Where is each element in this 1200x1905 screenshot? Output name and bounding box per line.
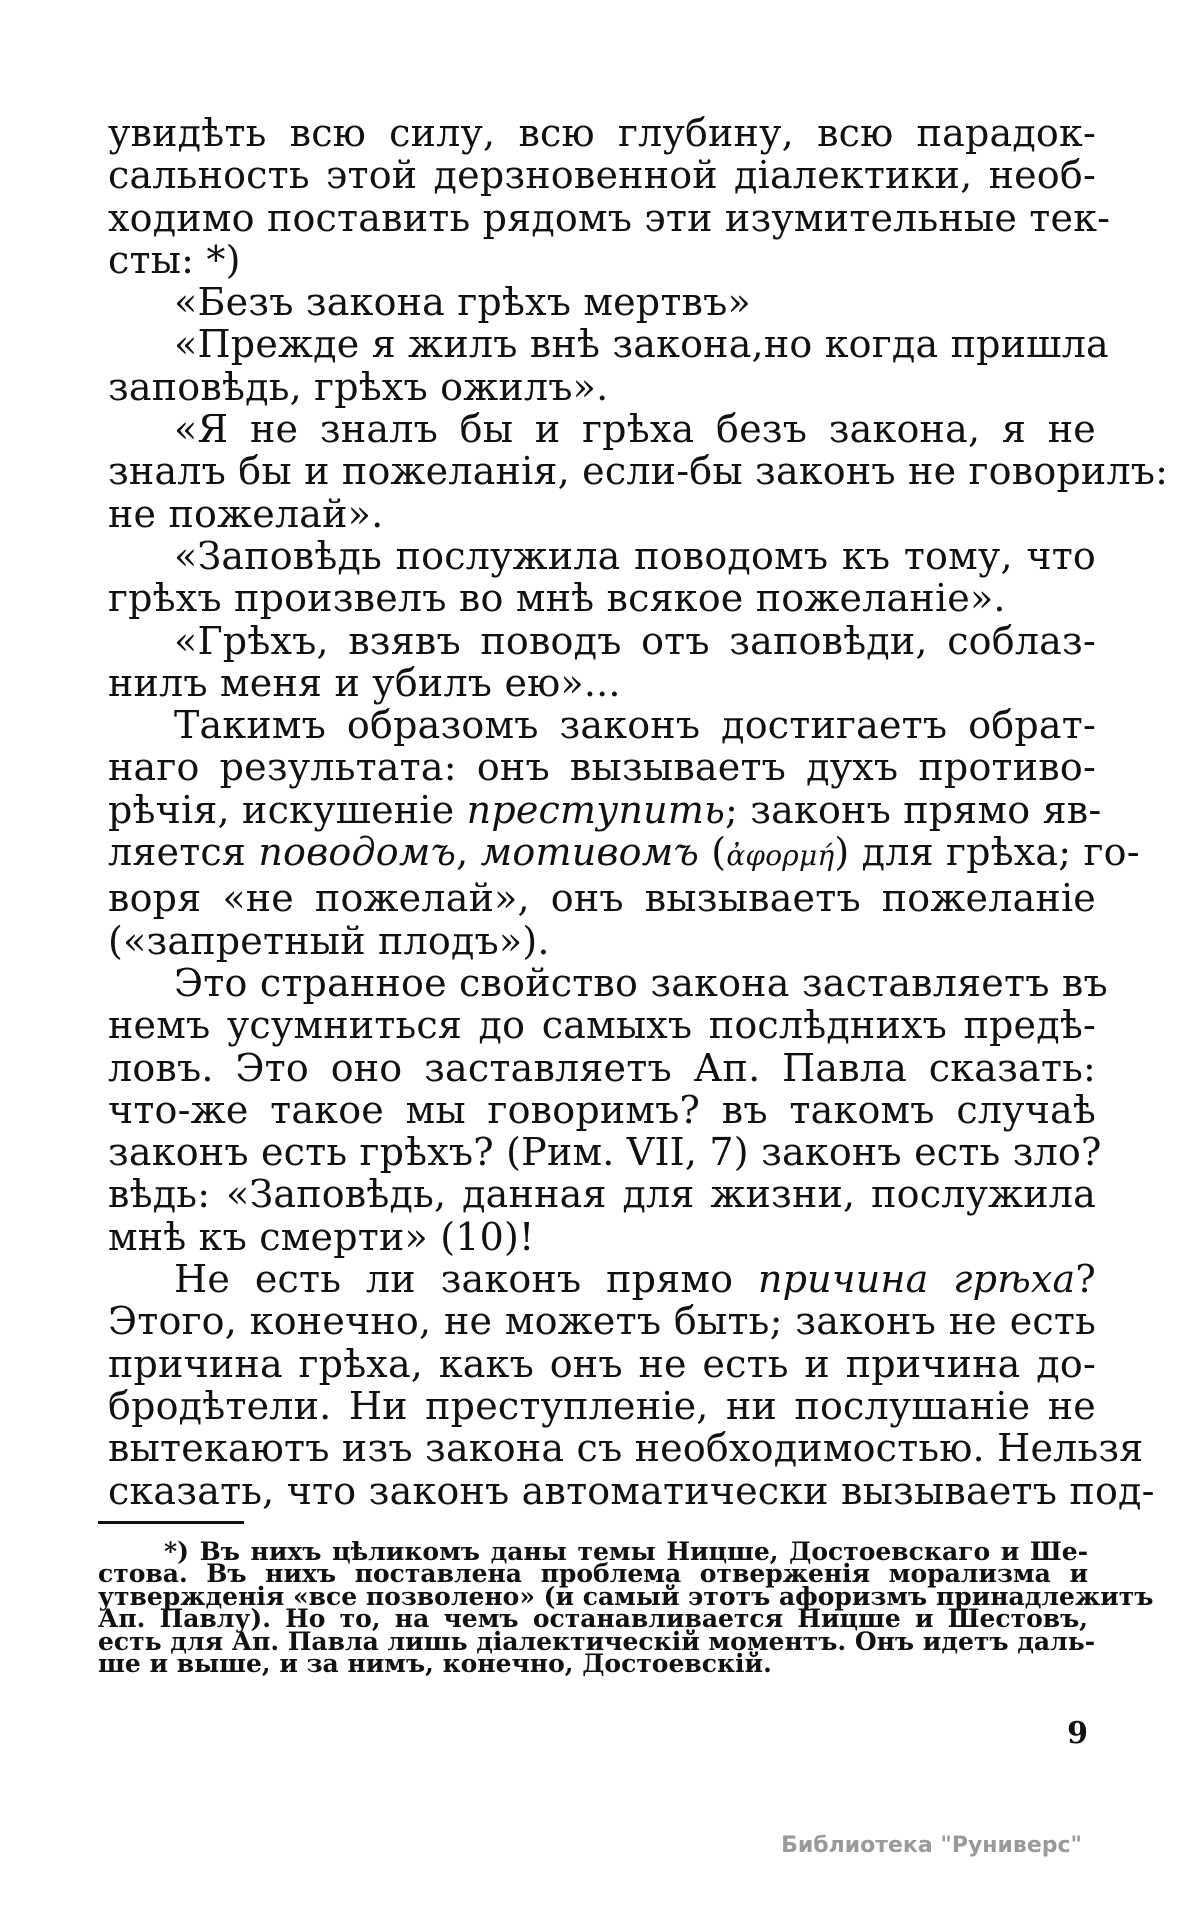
text-line: увидѣть всю силу, всю глубину, всю парадок-: [108, 111, 1096, 155]
text-line: сальность этой дерзновенной діалектики, необ-: [108, 153, 1096, 198]
main-text-block: [108, 111, 1169, 1513]
italic-term: преступить: [466, 787, 725, 832]
text-fragment: Не есть ли законъ прямо: [174, 1257, 734, 1302]
text-line: сказать, что законъ автоматически вызываетъ под-: [108, 1468, 1155, 1513]
quote-line: не пожелай».: [108, 491, 384, 536]
text-line: ловъ. Это оно заставляетъ Ап. Павла сказать:: [108, 1045, 1096, 1090]
quote-line: заповѣдь, грѣхъ ожилъ».: [108, 364, 609, 409]
footnote-line: стова. Въ нихъ поставлена проблема отверженія морализма и: [98, 1559, 1088, 1589]
text-fragment: ?: [1075, 1257, 1096, 1302]
text-line: вытекаютъ изъ закона съ необходимостью. Нельзя: [108, 1426, 1144, 1471]
text-line: [108, 830, 1140, 877]
page-number: 9: [1067, 1716, 1088, 1751]
text-fragment: рѣчія, искушеніе: [108, 787, 455, 832]
quote-line: зналъ бы и пожеланія, если-бы законъ не говорилъ:: [108, 449, 1169, 494]
text-line: причина грѣха, какъ онъ не есть и причина до-: [108, 1341, 1096, 1386]
footnote-line: Ап. Павлу). Но то, на чемъ останавливается Ницше и Шестовъ,: [98, 1604, 1088, 1634]
quote-line: «Заповѣдь послужила поводомъ къ тому, что: [174, 533, 1096, 578]
quote-line: грѣхъ произвелъ во мнѣ всякое пожеланіе».: [108, 576, 1006, 621]
text-line: вѣдь: «Заповѣдь, данная для жизни, послужила: [108, 1172, 1096, 1217]
text-line: что-же такое мы говоримъ? въ такомъ случаѣ: [108, 1087, 1096, 1132]
text-fragment: ) для грѣха; го-: [834, 830, 1140, 875]
text-line: немъ усумниться до самыхъ послѣднихъ предѣ-: [108, 1003, 1096, 1048]
quote-line: «Прежде я жилъ внѣ закона,но когда пришла: [174, 322, 1109, 367]
text-line: [108, 787, 1102, 832]
text-fragment: (: [711, 830, 727, 875]
quote-line: «Безъ закона грѣхъ мертвъ»: [174, 280, 751, 325]
quote-line: нилъ меня и убилъ ею»...: [108, 660, 621, 705]
text-line: воря «не пожелай», онъ вызываетъ пожеланіе: [108, 876, 1096, 921]
footnote-line: есть для Ап. Павла лишь діалектическій моментъ. Онъ идетъ даль-: [98, 1626, 1096, 1656]
footnote-line: *) Въ нихъ цѣликомъ даны темы Ницше, Достоевскаго и Ше-: [164, 1537, 1088, 1566]
library-watermark: Библиотека "Руниверс": [781, 1833, 1082, 1858]
footnote-block: [98, 1537, 1154, 1679]
greek-term: ἀφορμή: [726, 839, 835, 873]
text-line: законъ есть грѣхъ? (Рим. VII, 7) законъ есть зло?: [108, 1130, 1102, 1175]
text-line: Это странное свойство закона заставляетъ въ: [174, 960, 1108, 1005]
text-fragment: ,: [456, 830, 469, 875]
footnote-line: утвержденія «все позволено» (и самый этотъ афоризмъ принадлежитъ: [98, 1581, 1154, 1611]
text-fragment: ляется: [108, 830, 247, 875]
italic-term: причина грѣха: [757, 1257, 1076, 1302]
italic-term: мотивомъ: [480, 830, 699, 875]
text-line: мнѣ къ смерти» (10)!: [108, 1214, 535, 1259]
italic-term: поводомъ: [258, 830, 457, 875]
quote-line: «Грѣхъ, взявъ поводъ отъ заповѣди, соблаз-: [174, 618, 1096, 663]
text-line: наго результата: онъ вызываетъ духъ противо-: [108, 745, 1096, 790]
text-line: сты: *): [108, 237, 241, 282]
text-line: Этого, конечно, не можетъ быть; законъ не есть: [108, 1299, 1096, 1344]
quote-line: «Я не зналъ бы и грѣха безъ закона, я не: [174, 407, 1096, 452]
text-line: ходимо поставить рядомъ эти изумительные тек-: [108, 195, 1111, 240]
text-line: бродѣтели. Ни преступленіе, ни послушаніе не: [108, 1383, 1096, 1428]
text-fragment: ; законъ прямо яв-: [724, 787, 1102, 832]
text-line: («запретный плодъ»).: [108, 918, 550, 963]
footnote-line: ше и выше, и за нимъ, конечно, Достоевскій.: [98, 1649, 772, 1679]
text-line: Такимъ образомъ законъ достигаетъ обрат-: [174, 703, 1096, 748]
text-line: [108, 1258, 1096, 1300]
footnote-divider: [98, 1521, 244, 1524]
